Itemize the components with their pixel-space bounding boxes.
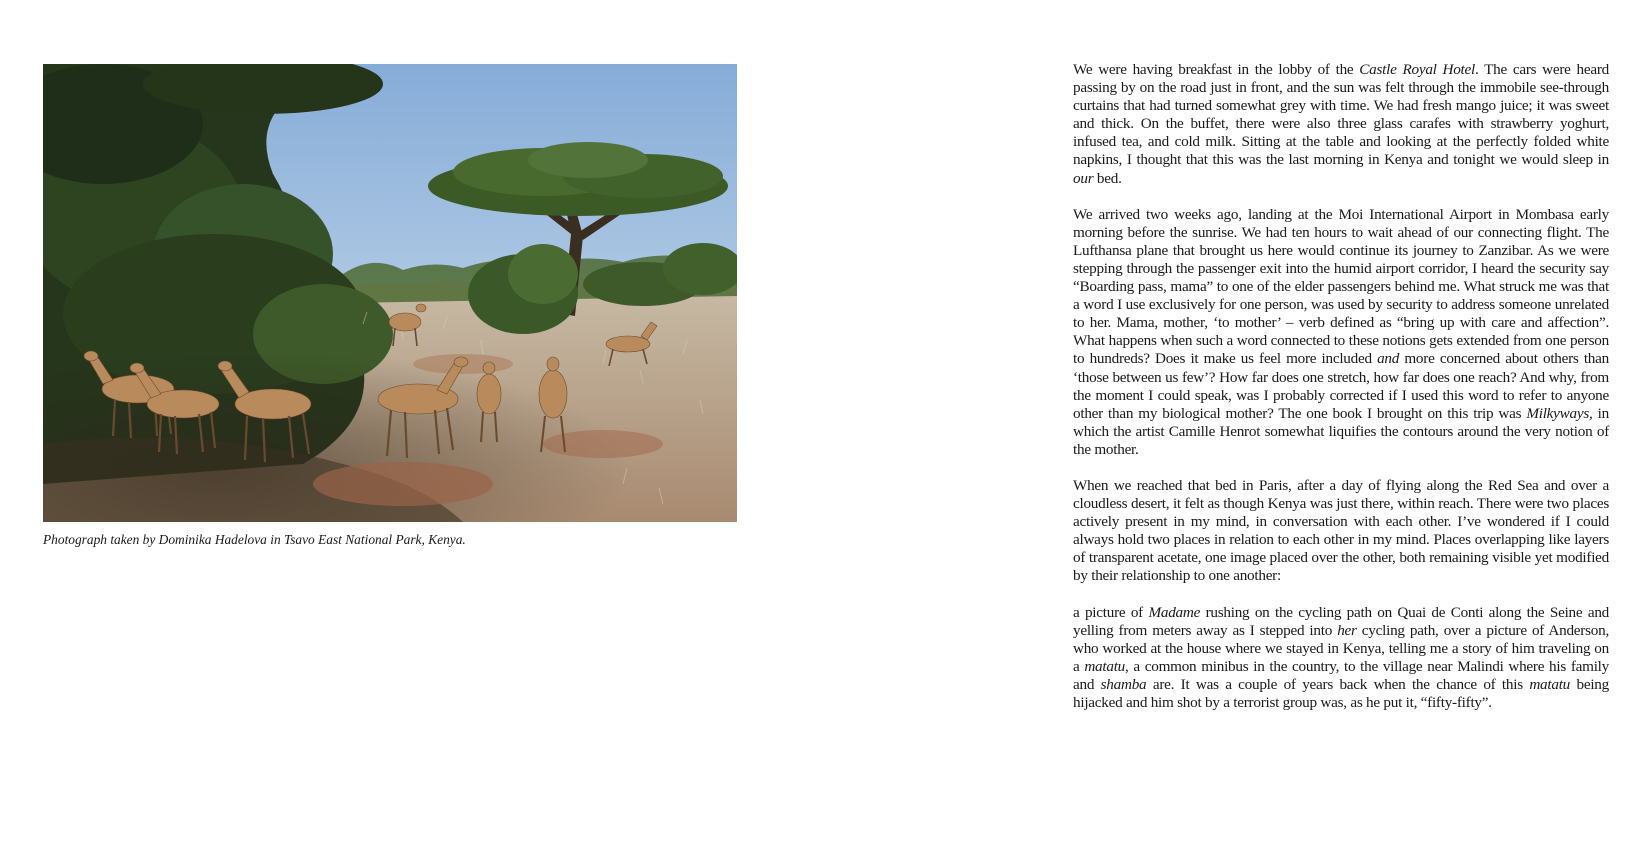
body-text: bed.	[1093, 169, 1122, 187]
body-text: rushing on the cycling path on Quai de Conti along the Seine and yelling from meters away as I stepped into	[1073, 603, 1610, 639]
italic-text: Madame	[1148, 603, 1201, 621]
italic-text: Castle Royal Hotel	[1359, 61, 1475, 78]
body-text: , a common minibus in the country, to the village near Malindi where his family and	[1073, 657, 1609, 693]
body-text: We arrived two weeks ago, landing at the Moi International Airport in Mombasa early morning before the sunrise. We had ten hours to wait ahead of our connecting flight. The Lufthansa plane that brought us here would continue its journey to Zanzibar. As we were stepping through the passenger exit into the humid airport corridor, I heard the security say “Boarding pass, mama” to one of the elder passengers behind me. What struck me was that a word I use exclusively for one person, was used by security to address someone unrelated to her. Mama, mother, ‘to mother’ – verb defined as “bring up with care and affection”. What happens when such a word connected to these notions gets extended from one person to hundreds? Does it make us feel more included	[1073, 205, 1609, 368]
left-page	[43, 64, 737, 548]
right-page-text	[1073, 61, 1609, 730]
photo-caption: Photograph taken by Dominika Hadelova in Tsavo East National Park, Kenya.	[43, 532, 466, 547]
paragraph	[1073, 206, 1609, 459]
body-text: are. It was a couple of years back when the chance of this	[1146, 675, 1530, 693]
body-text: being hijacked and him shot by a terrorist group was, as he put it, “fifty-fifty”.	[1073, 675, 1609, 711]
savanna-photograph	[43, 64, 737, 522]
italic-text: matatu	[1084, 657, 1126, 675]
paragraph	[1073, 61, 1609, 188]
body-text: more concerned about others than ‘those between us few’? How far does one stretch, how far does one reach? And why, from the moment I could speak, was I probably corrected if I used this word to refer to anyone other than my biological mother? The one book I brought on this trip was	[1073, 350, 1609, 422]
italic-text: shamba	[1100, 675, 1147, 693]
paragraph	[1073, 604, 1609, 713]
italic-text: Milkyways,	[1526, 404, 1593, 422]
paragraph	[1073, 477, 1609, 586]
italic-text: matatu	[1529, 675, 1571, 693]
body-text: When we reached that bed in Paris, after a day of flying along the Red Sea and over a cloudless desert, it felt as though Kenya was just there, within reach. There were two places actively present in my mind, in conversation with each other. I’ve wondered if I could always hold two places in relation to each other in my mind. Places overlapping like layers of transparent acetate, one image placed over the other, both remaining visible yet modified by their relationship to one another:	[1073, 476, 1609, 585]
body-text: . The cars were heard passing by on the road just in front, and the sun was felt through the immobile see-through curtains that had turned somewhat grey with time. We had fresh mango juice; it was sweet and thick. On the buffet, there were also three glass carafes with strawberry yoghurt, infused tea, and cold milk. Sitting at the table and looking at the perfectly folded white napkins, I thought that this was the last morning in Kenya and tonight we would sleep in	[1073, 61, 1609, 169]
italic-text: our	[1073, 169, 1094, 187]
body-text: a picture of	[1073, 603, 1149, 621]
italic-text: and	[1377, 350, 1400, 368]
body-text: cycling path, over a picture of Anderson, who worked at the house where we stayed in Kenya, telling me a story of him traveling on a	[1073, 621, 1609, 675]
photo-illustration	[43, 64, 737, 522]
body-text: in which the artist Camille Henrot somewhat liquifies the contours around the very notion of the mother.	[1073, 404, 1609, 458]
body-text: We were having breakfast in the lobby of the	[1073, 61, 1360, 78]
italic-text: her	[1337, 621, 1357, 639]
